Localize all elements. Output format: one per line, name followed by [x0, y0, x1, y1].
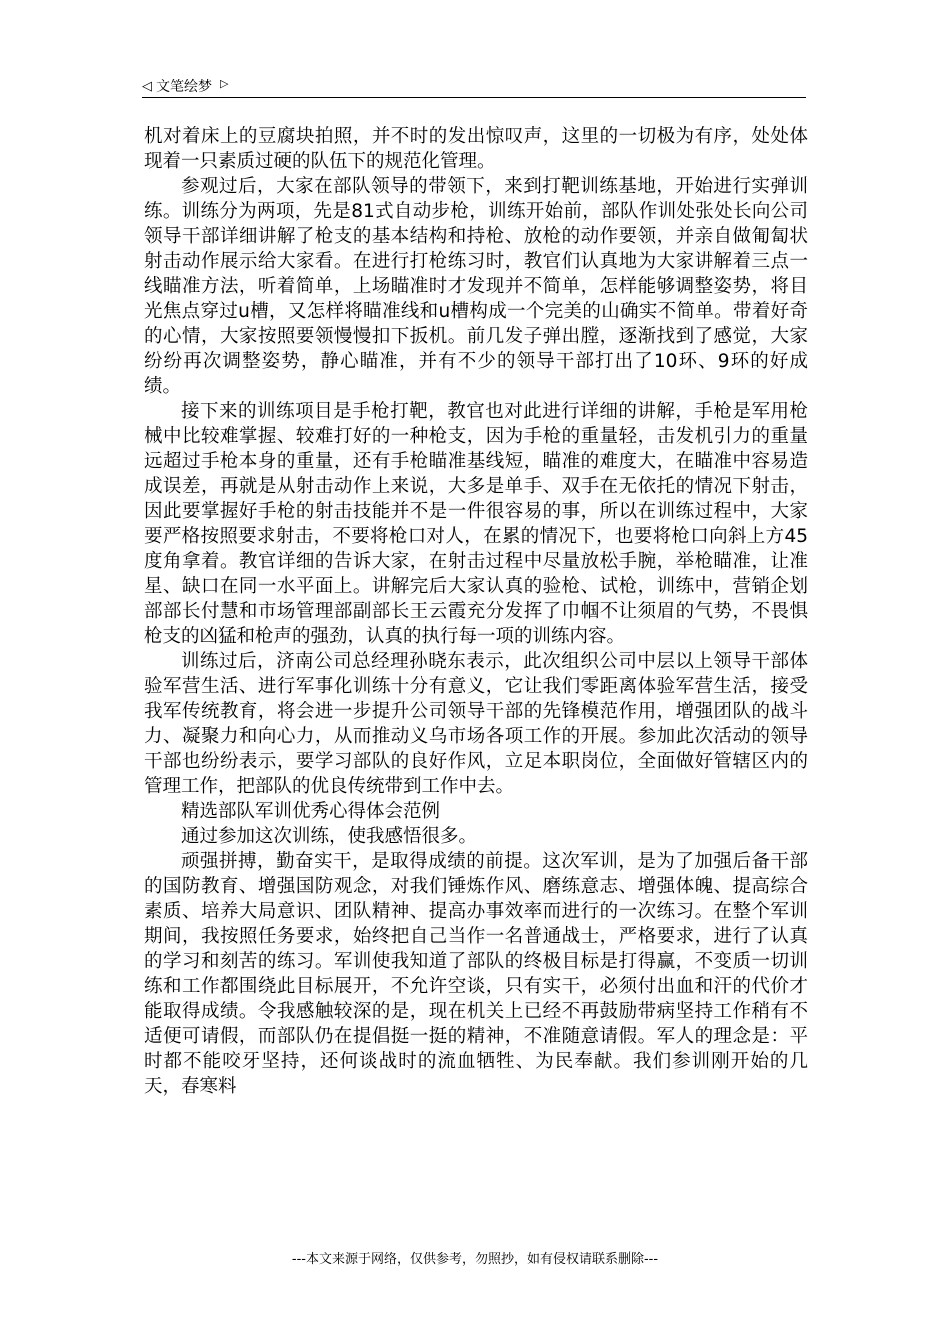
- triangle-left-icon: ◁: [142, 78, 152, 94]
- footer-notice: ---本文来源于网络，仅供参考，勿照抄，如有侵权请联系删除---: [291, 1252, 659, 1267]
- paragraph: 机对着床上的豆腐块拍照，并不时的发出惊叹声，这里的一切极为有序，处处体现着一只素质过硬的队伍下的规范化管理。: [144, 126, 808, 172]
- section-title: 精选部队军训优秀心得体会范例: [181, 801, 441, 822]
- paragraph: 接下来的训练项目是手枪打靶，教官也对此进行详细的讲解，手枪是军用枪械中比较难掌握、较难打好的一种枪支，因为手枪的重量轻，击发机引力的重量远超过手枪本身的重量，还有手枪瞄准基线短，瞄准的难度大，在瞄准中容易造成误差，再就是从射击动作上来说，大多是单手、双手在无依托的情况下射击，因此要掌握好手枪的射击技能并不是一件很容易的事，所以在训练过程中，大家要严格按照要求射击，不要将枪口对人，在累的情况下，也要将枪口向斜上方45度角拿着。教官详细的告诉大家，在射击过程中尽量放松手腕，举枪瞄准，让准星、缺口在同一水平面上。讲解完后大家认真的验枪、试枪，训练中，营销企划部部长付慧和市场管理部副部长王云霞充分发挥了巾帼不让须眉的气势，不畏惧枪支的凶猛和枪声的强劲，认真的执行每一项的训练内容。: [144, 401, 808, 647]
- triangle-right-icon: ▷: [220, 76, 229, 90]
- article-body: [144, 124, 808, 1099]
- page-header: [142, 74, 228, 98]
- paragraph: 通过参加这次训练，使我感悟很多。: [181, 826, 478, 847]
- paragraph: 训练过后，济南公司总经理孙晓东表示，此次组织公司中层以上领导干部体验军营生活、进行军事化训练十分有意义，它让我们零距离体验军营生活，接受我军传统教育，将会进一步提升公司领导干部的先锋模范作用，增强团队的战斗力、凝聚力和向心力，从而推动义乌市场各项工作的开展。参加此次活动的领导干部也纷纷表示，要学习部队的良好作风，立足本职岗位，全面做好管辖区内的管理工作，把部队的优良传统带到工作中去。: [144, 651, 808, 797]
- header-divider: [142, 97, 806, 98]
- paragraph: 参观过后，大家在部队领导的带领下，来到打靶训练基地，开始进行实弹训练。训练分为两项，先是81式自动步枪，训练开始前，部队作训处张处长向公司领导干部详细讲解了枪支的基本结构和持枪、放枪的动作要领，并亲自做匍匐状射击动作展示给大家看。在进行打枪练习时，教官们认真地为大家讲解着三点一线瞄准方法，听着简单，上场瞄准时才发现并不简单，怎样能够调整姿势，将目光焦点穿过u槽，又怎样将瞄准线和u槽构成一个完美的山确实不简单。带着好奇的心情，大家按照要领慢慢扣下扳机。前几发子弹出膛，逐渐找到了感觉，大家纷纷再次调整姿势，静心瞄准，并有不少的领导干部打出了10环、9环的好成绩。: [144, 176, 808, 397]
- header-title: 文笔绘梦: [156, 79, 212, 95]
- paragraph: 顽强拼搏，勤奋实干，是取得成绩的前提。这次军训，是为了加强后备干部的国防教育、增强国防观念，对我们锤炼作风、磨练意志、增强体魄、提高综合素质、培养大局意识、团队精神、提高办事效率而进行的一次练习。在整个军训期间，我按照任务要求，始终把自己当作一名普通战士，严格要求，进行了认真的学习和刻苦的练习。军训使我知道了部队的终极目标是打得赢，不变质一切训练和工作都围绕此目标展开，不允许空谈，只有实干，必须付出血和汗的代价才能取得成绩。令我感触较深的是，现在机关上已经不再鼓励带病坚持工作稍有不适便可请假，而部队仍在提倡挺一挺的精神，不准随意请假。军人的理念是：平时都不能咬牙坚持，还何谈战时的流血牺牲、为民奉献。我们参训刚开始的几天，春寒料: [144, 851, 808, 1097]
